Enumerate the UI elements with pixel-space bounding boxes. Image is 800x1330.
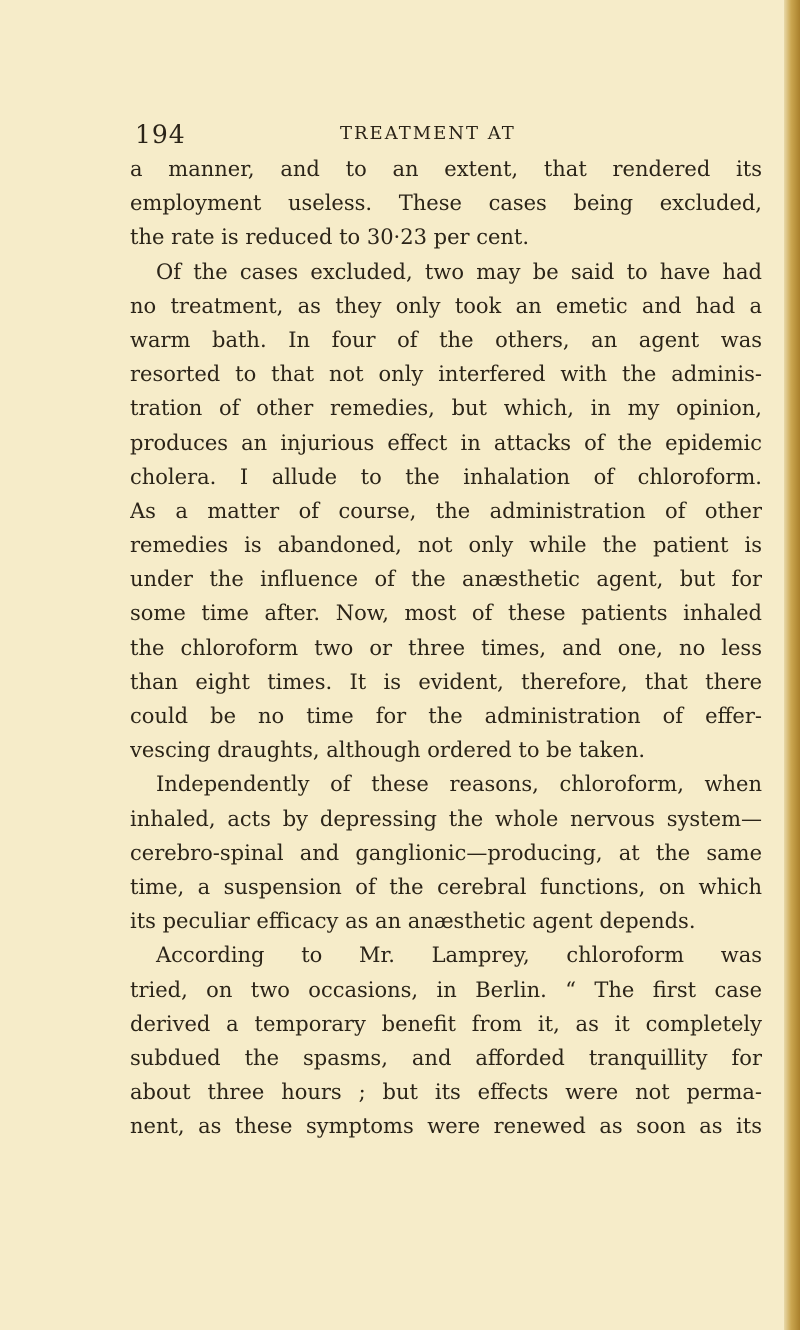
text-line: tration of other remedies, but which, in my opinion, xyxy=(130,396,762,421)
text-line: warm bath. In four of the others, an agent was xyxy=(130,327,762,352)
body-text xyxy=(130,152,762,1143)
text-line: tried, on two occasions, in Berlin. “ The first case xyxy=(130,977,762,1002)
text-line: subdued the spasms, and afforded tranquillity for xyxy=(130,1045,762,1070)
text-line: than eight times. It is evident, therefore, that there xyxy=(130,669,762,694)
page-number: 194 xyxy=(135,120,186,149)
text-line: vescing draughts, although ordered to be taken. xyxy=(130,738,646,763)
text-line: the chloroform two or three times, and one, no less xyxy=(130,635,762,660)
text-line: under the influence of the anæsthetic agent, but for xyxy=(130,567,762,592)
text-line: As a matter of course, the administration of other xyxy=(130,498,762,523)
text-line: no treatment, as they only took an emetic and had a xyxy=(130,293,762,318)
text-line: produces an injurious effect in attacks of the epidemic xyxy=(130,430,762,455)
text-line: derived a temporary benefit from it, as it completely xyxy=(130,1011,762,1036)
text-line: nent, as these symptoms were renewed as soon as its xyxy=(130,1114,762,1139)
running-head: TREATMENT AT xyxy=(340,123,516,144)
text-line: its peculiar efficacy as an anæsthetic agent depends. xyxy=(130,909,696,934)
text-line: the rate is reduced to 30·23 per cent. xyxy=(130,225,530,250)
text-line: a manner, and to an extent, that rendered its xyxy=(130,157,762,181)
text-line: remedies is abandoned, not only while the patient is xyxy=(130,533,762,558)
text-line: resorted to that not only interfered with the adminis- xyxy=(130,362,762,387)
text-line: cerebro-spinal and ganglionic—producing, at the same xyxy=(130,840,762,865)
text-line: Of the cases excluded, two may be said to have had xyxy=(156,259,762,284)
text-line: time, a suspension of the cerebral functions, on which xyxy=(130,874,762,899)
text-line: some time after. Now, most of these patients inhaled xyxy=(130,601,762,626)
text-line: Independently of these reasons, chloroform, when xyxy=(156,772,762,797)
text-line: inhaled, acts by depressing the whole nervous system— xyxy=(130,806,762,831)
page-edge xyxy=(784,0,800,1330)
page-header xyxy=(135,120,755,150)
text-line: employment useless. These cases being excluded, xyxy=(130,191,762,216)
text-line: could be no time for the administration of effer- xyxy=(130,704,762,728)
text-line: about three hours ; but its effects were not perma- xyxy=(130,1080,762,1105)
text-line: cholera. I allude to the inhalation of chloroform. xyxy=(130,464,762,489)
text-line: According to Mr. Lamprey, chloroform was xyxy=(156,943,762,968)
